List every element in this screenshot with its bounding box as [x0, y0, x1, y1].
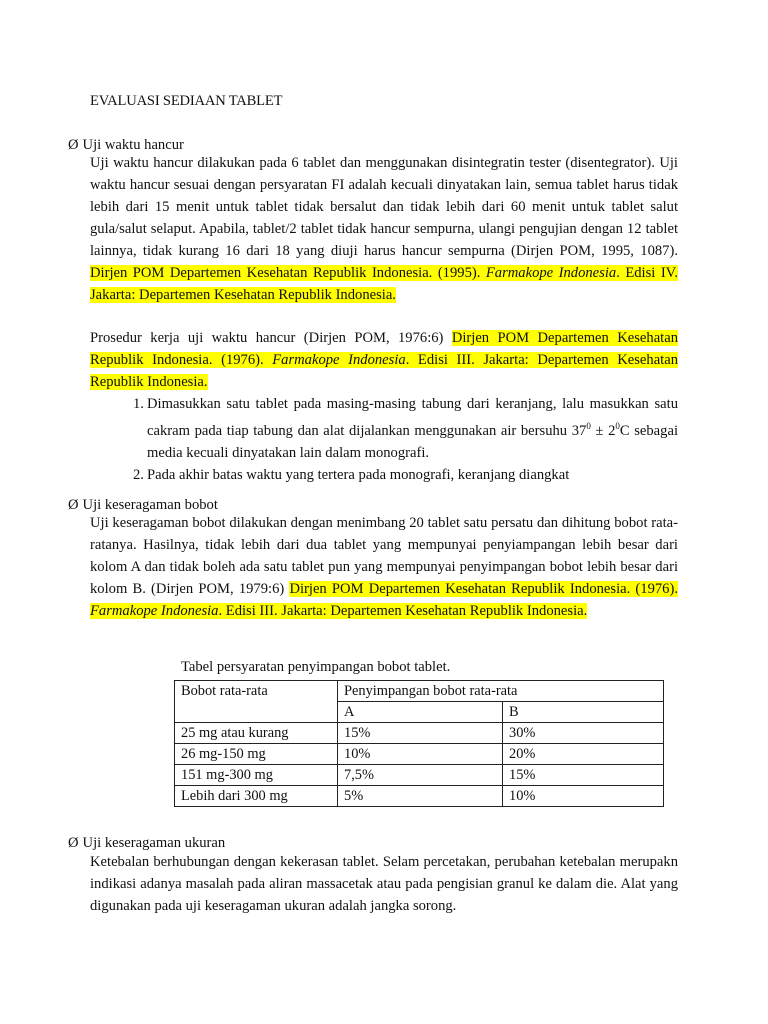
cell-b: 20%: [503, 744, 664, 765]
section-heading-keseragaman-ukuran: [68, 835, 225, 852]
table-row: [175, 744, 664, 765]
paragraph-text: Uji waktu hancur dilakukan pada 6 tablet dan menggunakan disintegratin tester (disentegrator). Uji waktu hancur sesuai dengan persyaratan FI adalah kecuali dinyatakan lain, semua tablet harus tidak lebih dari 15 menit untuk tablet tidak bersalut dan tidak lebih dari 60 menit untuk tablet salut gula/salut selaput. Apabila, tablet/2 tablet tidak hancur sempurna, ulangi pengujian dengan 12 tablet lainnya, tidak kurang 16 dari 18 yang diuji harus hancur sempurna (Dirjen POM, 1995, 1087).: [90, 155, 678, 259]
cell-a: 7,5%: [338, 765, 503, 786]
superscript: 0: [586, 421, 591, 431]
header-bobot: Bobot rata-rata: [175, 681, 338, 723]
table-row: [175, 786, 664, 807]
table-caption: Tabel persyaratan penyimpangan bobot tablet.: [181, 659, 451, 675]
cell-bobot: 151 mg-300 mg: [175, 765, 338, 786]
bullet-icon: Ø: [68, 137, 79, 153]
paragraph-text: Ketebalan berhubungan dengan kekerasan tablet. Selam percetakan, perubahan ketebalan merupakn indikasi adanya masalah pada aliran massacetak atau pada pengisian granul ke dalam die. Alat yang digunakan pada uji keseragaman ukuran adalah jangka sorong.: [90, 854, 678, 914]
bullet-icon: Ø: [68, 835, 79, 851]
section-heading-text: Uji waktu hancur: [82, 137, 184, 153]
step-number: 1.: [133, 396, 144, 412]
procedure-step: [133, 464, 678, 486]
cell-a: 15%: [338, 723, 503, 744]
cell-b: 15%: [503, 765, 664, 786]
paragraph-text: Uji keseragaman bobot dilakukan dengan menimbang 20 tablet satu persatu dan dihitung bobot rata-ratanya. Hasilnya, tidak lebih dari dua tablet yang mempunyai penyiampangan lebih besar dari kolom A dan tidak boleh ada satu tablet pun yang mempunyai penyimpangan bobot lebih besar dari kolom B. (Dirjen POM, 1979:6): [90, 515, 678, 597]
step-text: Dimasukkan satu tablet pada masing-masing tabung dari keranjang, lalu masukkan satu cakram pada tiap tabung dan alat dijalankan menggunakan air bersuhu 37: [147, 396, 678, 439]
header-col-b: B: [503, 702, 664, 723]
paragraph-keseragaman-bobot: [90, 512, 678, 622]
header-col-a: A: [338, 702, 503, 723]
procedure-steps: [133, 393, 678, 486]
section-heading-text: Uji keseragaman bobot: [82, 497, 218, 513]
table-row: [175, 765, 664, 786]
bullet-icon: Ø: [68, 497, 79, 513]
citation-italic: Farmakope Indonesia: [90, 603, 219, 619]
citation-text: Dirjen POM Departemen Kesehatan Republik Indonesia. (1976).: [289, 581, 678, 597]
cell-bobot: Lebih dari 300 mg: [175, 786, 338, 807]
cell-b: 30%: [503, 723, 664, 744]
cell-a: 5%: [338, 786, 503, 807]
citation-text: . Edisi III. Jakarta: Departemen Kesehatan Republik Indonesia.: [90, 352, 678, 390]
citation-italic: Farmakope Indonesia: [485, 265, 617, 281]
cell-bobot: 25 mg atau kurang: [175, 723, 338, 744]
table-row: [175, 723, 664, 744]
paragraph-procedure: [90, 327, 678, 393]
citation-text: . Edisi III. Jakarta: Departemen Kesehatan Republik Indonesia.: [218, 603, 588, 619]
cell-a: 10%: [338, 744, 503, 765]
step-text: C sebagai media kecuali dinyatakan lain dalam monografi.: [147, 422, 678, 461]
step-text: Pada akhir batas waktu yang tertera pada monografi, keranjang diangkat: [147, 466, 570, 483]
procedure-step: [133, 393, 678, 464]
header-penyimpangan: Penyimpangan bobot rata-rata: [338, 681, 664, 702]
weight-deviation-table: [174, 680, 664, 807]
step-text: ± 2: [590, 422, 616, 439]
document-title: EVALUASI SEDIAAN TABLET: [90, 93, 283, 109]
citation-text: . Edisi IV. Jakarta: Departemen Kesehatan Republik Indonesia.: [90, 265, 678, 303]
citation-highlight: [90, 265, 678, 303]
step-number: 2.: [133, 466, 144, 483]
cell-b: 10%: [503, 786, 664, 807]
citation-text: Dirjen POM Departemen Kesehatan Republik Indonesia. (1995).: [90, 265, 481, 281]
procedure-intro: Prosedur kerja uji waktu hancur (Dirjen POM, 1976:6): [90, 330, 444, 346]
paragraph-waktu-hancur: [90, 152, 678, 306]
section-heading-text: Uji keseragaman ukuran: [82, 835, 226, 851]
cell-bobot: 26 mg-150 mg: [175, 744, 338, 765]
table-header-row: [175, 681, 664, 702]
superscript: 0: [615, 421, 620, 431]
paragraph-keseragaman-ukuran: [90, 851, 678, 917]
citation-text: Dirjen POM Departemen Kesehatan Republik Indonesia. (1976).: [90, 330, 678, 368]
citation-italic: Farmakope Indonesia: [272, 352, 406, 368]
